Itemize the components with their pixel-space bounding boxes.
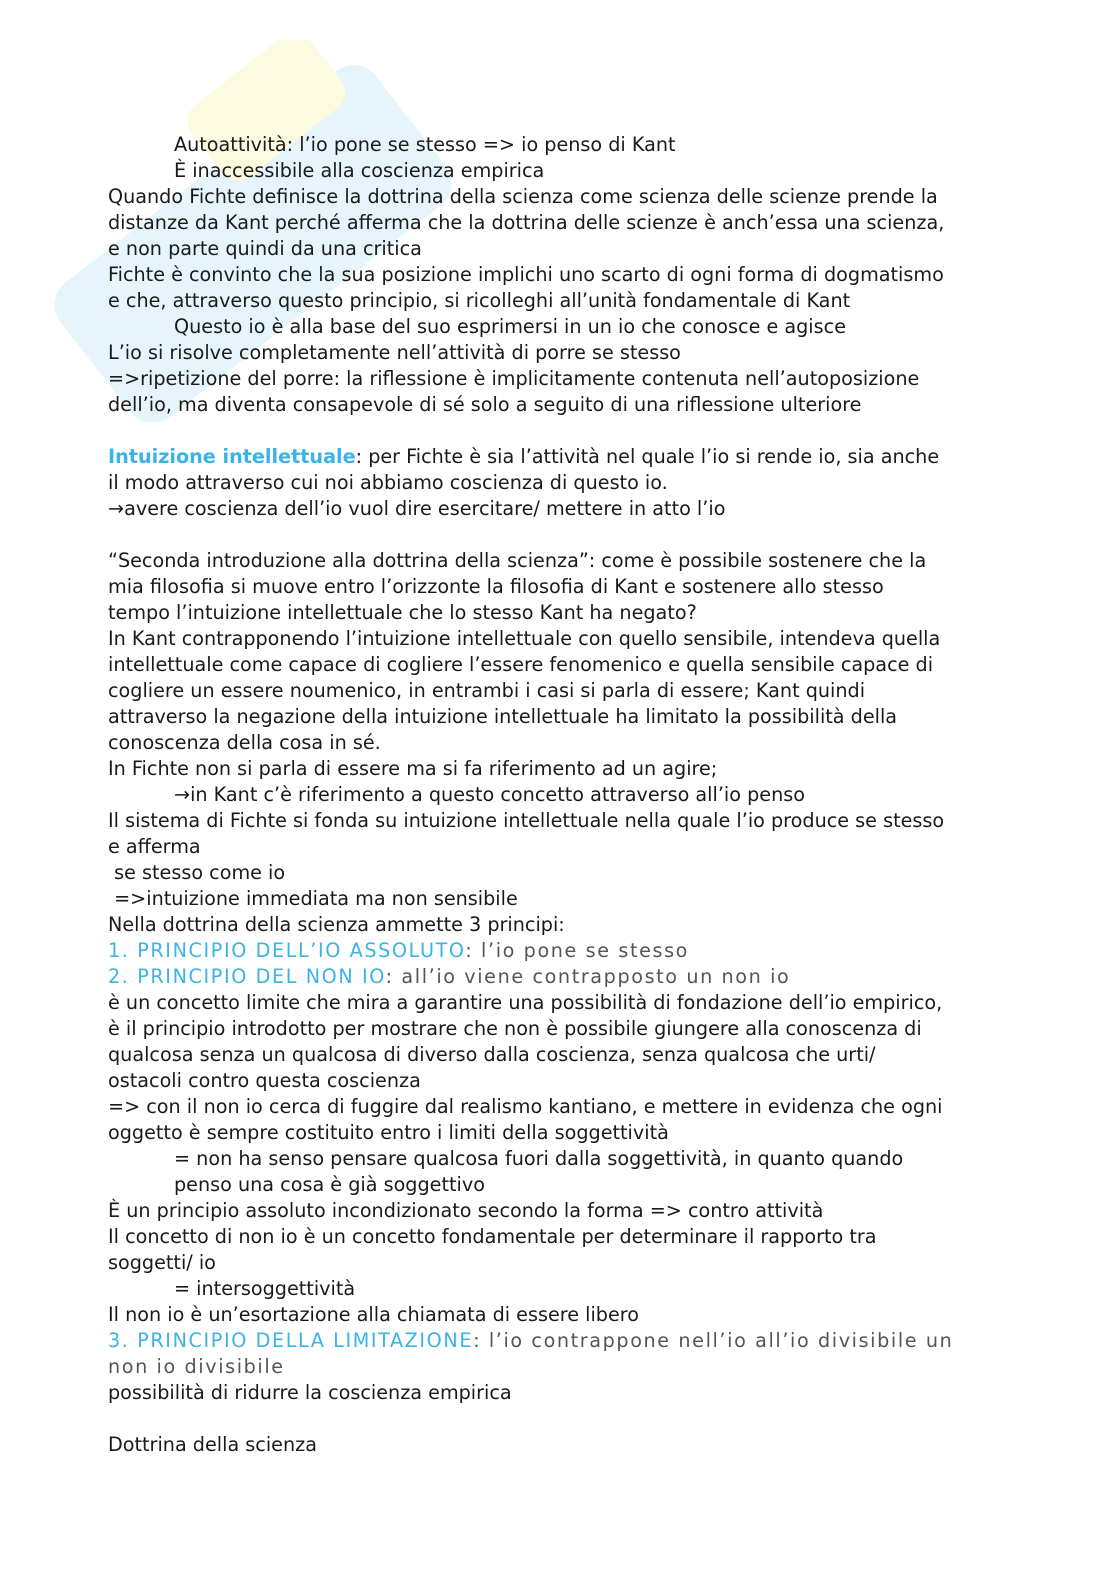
text-line: È un principio assoluto incondizionato secondo la forma => contro attività: [108, 1199, 824, 1222]
text-line: è il principio introdotto per mostrare che non è possibile giungere alla conoscenza di: [108, 1017, 922, 1040]
text-line: soggetti/ io: [108, 1251, 216, 1274]
text-line: e che, attraverso questo principio, si ricolleghi all’unità fondamentale di Kant: [108, 289, 851, 312]
text-line: intellettuale come capace di cogliere l’essere fenomenico e quella sensibile capace di: [108, 653, 934, 676]
text-line: In Kant contrapponendo l’intuizione intellettuale con quello sensibile, intendeva quella: [108, 627, 941, 650]
principle-label: 1. PRINCIPIO DELL’IO ASSOLUTO: [108, 939, 466, 962]
principle-2: [108, 964, 1008, 990]
text-line: mia filosofia si muove entro l’orizzonte la filosofia di Kant e sostenere allo stesso: [108, 575, 884, 598]
text-line: oggetto è sempre costituito entro i limiti della soggettività: [108, 1121, 669, 1144]
text-line: →in Kant c’è riferimento a questo concetto attraverso all’io penso: [174, 783, 805, 806]
text-line: Questo io è alla base del suo esprimersi in un io che conosce e agisce: [174, 315, 846, 338]
text-line: dell’io, ma diventa consapevole di sé solo a seguito di una riflessione ulteriore: [108, 393, 862, 416]
text-line: L’io si risolve completamente nell’attività di porre se stesso: [108, 341, 681, 364]
text-line: qualcosa senza un qualcosa di diverso dalla coscienza, senza qualcosa che urti/: [108, 1043, 876, 1066]
text-line: => con il non io cerca di fuggire dal realismo kantiano, e mettere in evidenza che ogni: [108, 1095, 943, 1118]
text-line: ostacoli contro questa coscienza: [108, 1069, 421, 1092]
text-line: = non ha senso pensare qualcosa fuori dalla soggettività, in quanto quando penso una cosa è già soggettivo: [174, 1147, 904, 1196]
document-body: [108, 132, 1008, 1458]
text-line: distanze da Kant perché afferma che la dottrina delle scienze è anch’essa una scienza,: [108, 211, 945, 234]
text-line: se stesso come io: [108, 861, 286, 884]
text-line: [108, 444, 1008, 470]
text-line: Il non io è un’esortazione alla chiamata di essere libero: [108, 1303, 640, 1326]
text-line: il modo attraverso cui noi abbiamo coscienza di questo io.: [108, 471, 668, 494]
text-line: è un concetto limite che mira a garantire una possibilità di fondazione dell’io empirico,: [108, 991, 943, 1014]
text-line: È inaccessibile alla coscienza empirica: [174, 159, 545, 182]
text-line: Quando Fichte definisce la dottrina della scienza come scienza delle scienze prende la: [108, 185, 938, 208]
text-line: Fichte è convinto che la sua posizione implichi uno scarto di ogni forma di dogmatismo: [108, 263, 944, 286]
text-line: cogliere un essere noumenico, in entrambi i casi si parla di essere; Kant quindi: [108, 679, 866, 702]
principle-text: : l’io pone se stesso: [465, 939, 690, 962]
text-line: →avere coscienza dell’io vuol dire esercitare/ mettere in atto l’io: [108, 497, 726, 520]
text-line: =>ripetizione del porre: la riflessione è implicitamente contenuta nell’autoposizione: [108, 367, 920, 390]
text-line: Dottrina della scienza: [108, 1433, 317, 1456]
text-line: Il sistema di Fichte si fonda su intuizione intellettuale nella quale l’io produce se stesso: [108, 809, 945, 832]
text-line: possibilità di ridurre la coscienza empirica: [108, 1381, 512, 1404]
text-line: e afferma: [108, 835, 201, 858]
text-line: Il concetto di non io è un concetto fondamentale per determinare il rapporto tra: [108, 1225, 877, 1248]
text-line: =>intuizione immediata ma non sensibile: [108, 887, 518, 910]
principle-label: 2. PRINCIPIO DEL NON IO: [108, 965, 386, 988]
principle-text: : all’io viene contrapposto un non io: [385, 965, 791, 988]
principle-3: [108, 1328, 998, 1380]
text-line: “Seconda introduzione alla dottrina della scienza”: come è possibile sostenere che la: [108, 549, 927, 572]
text-line: Autoattività: l’io pone se stesso => io penso di Kant: [174, 133, 676, 156]
text-line: Nella dottrina della scienza ammette 3 principi:: [108, 913, 565, 936]
key-term: Intuizione intellettuale: [108, 445, 356, 468]
text-line: tempo l’intuizione intellettuale che lo stesso Kant ha negato?: [108, 601, 697, 624]
text-line: e non parte quindi da una critica: [108, 237, 422, 260]
principle-1: [108, 938, 1008, 964]
text-line: attraverso la negazione della intuizione intellettuale ha limitato la possibilità della: [108, 705, 898, 728]
text-span: : per Fichte è sia l’attività nel quale l’io si rende io, sia anche: [355, 445, 940, 468]
text-line: = intersoggettività: [174, 1277, 356, 1300]
principle-text: : l’io contrappone nell’io all’io divisibile un non io divisibile: [108, 1329, 954, 1378]
text-line: conoscenza della cosa in sé.: [108, 731, 381, 754]
text-line: In Fichte non si parla di essere ma si fa riferimento ad un agire;: [108, 757, 718, 780]
principle-label: 3. PRINCIPIO DELLA LIMITAZIONE: [108, 1329, 474, 1352]
